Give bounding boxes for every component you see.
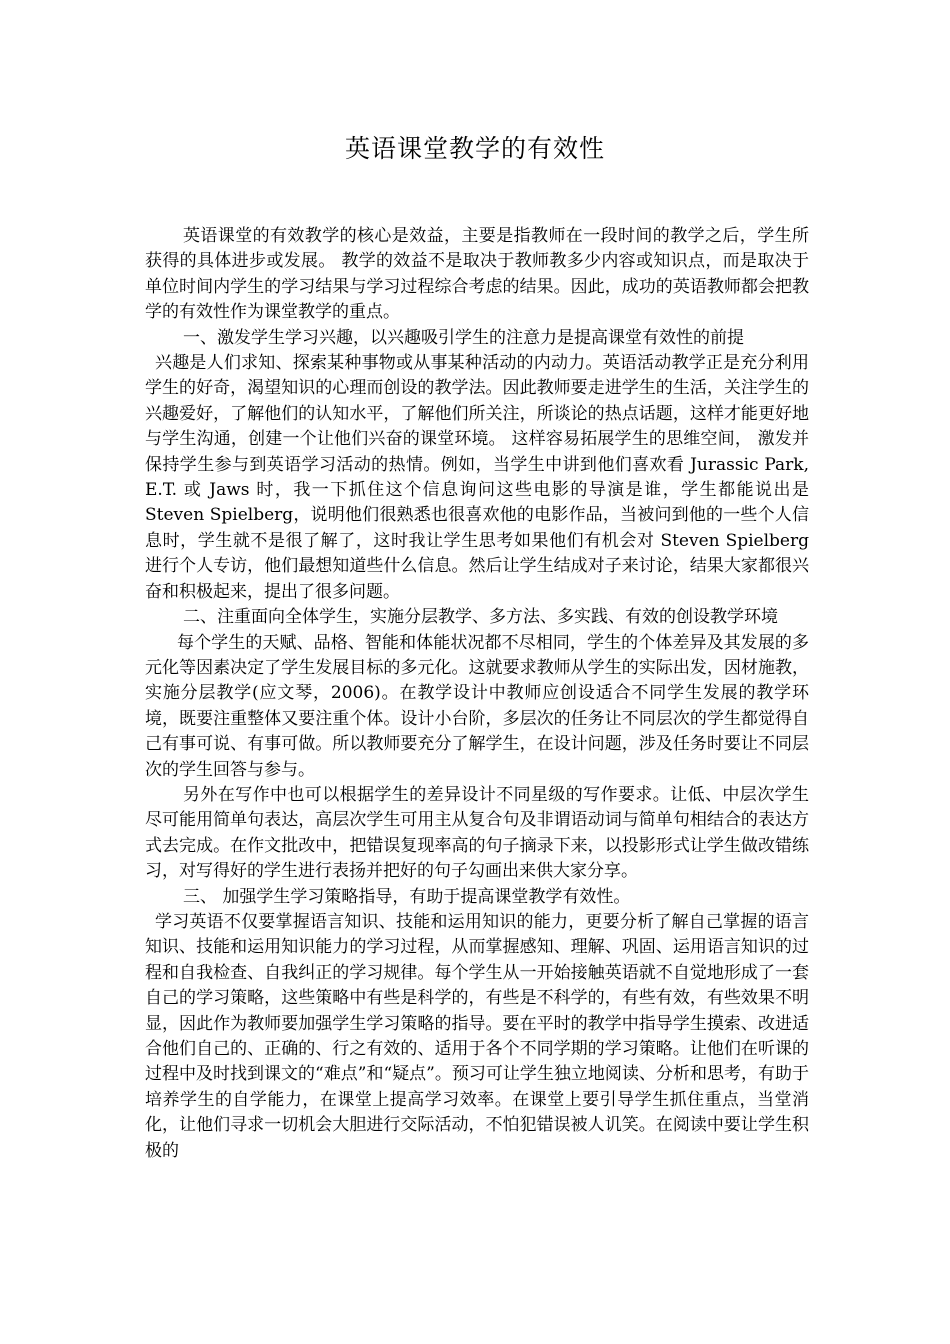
paragraph-strategies: 学习英语不仅要掌握语言知识、技能和运用知识的能力，更要分析了解自己掌握的语言知识、技能和运用知识能力的学习过程，从而掌握感知、理解、巩固、运用语言知识的过程和自我检查、自我纠正的学习规律。每个学生从一开始接触英语就不自觉地形成了一套自己的学习策略，这些策略中有些是科学的，有些是不科学的，有些有效，有些效果不明显，因此作为教师要加强学生学习策略的指导。要在平时的教学中指导学生摸索、改进适合他们自己的、正确的、行之有效的、适用于各个不同学期的学习策略。让他们在听课的过程中及时找到课文的“难点”和“疑点”。预习可让学生独立地阅读、分析和思考，有助于培养学生的自学能力，在课堂上提高学习效率。在课堂上要引导学生抓住重点，当堂消化，让他们寻求一切机会大胆进行交际活动，不怕犯错误被人讥笑。在阅读中要让学生积极的 <box>145 911 809 1161</box>
paragraph-writing: 另外在写作中也可以根据学生的差异设计不同星级的写作要求。让低、中层次学生尽可能用简单句表达，高层次学生可用主从复合句及非谓语动词与简单句相结合的表达方式去完成。在作文批改中，把错误复现率高的句子摘录下来，以投影形式让学生做改错练习，对写得好的学生进行表扬并把好的句子勾画出来供大家分享。 <box>145 784 809 882</box>
paragraph-intro: 英语课堂的有效教学的核心是效益，主要是指教师在一段时间的教学之后，学生所获得的具体进步或发展。 教学的效益不是取决于教师教多少内容或知识点，而是取决于单位时间内学生的学习结果与学习过程综合考虑的结果。因此，成功的英语教师都会把教学的有效性作为课堂教学的重点。 <box>145 226 809 323</box>
section-heading-1: 一、激发学生学习兴趣，以兴趣吸引学生的注意力是提高课堂有效性的前提 <box>183 327 744 348</box>
paragraph-differentiation: 每个学生的天赋、品格、智能和体能状况都不尽相同，学生的个体差异及其发展的多元化等因素决定了学生发展目标的多元化。这就要求教师从学生的实际出发，因材施教，实施分层教学(应文琴，2006)。在教学设计中教师应创设适合不同学生发展的教学环境，既要注重整体又要注重个体。设计小台阶，多层次的任务让不同层次的学生都觉得自己有事可说、有事可做。所以教师要充分了解学生，在设计问题，涉及任务时要让不同层次的学生回答与参与。 <box>145 632 809 780</box>
document-title: 英语课堂教学的有效性 <box>344 134 605 163</box>
paragraph-interest: 兴趣是人们求知、探索某种事物或从事某种活动的内动力。英语活动教学正是充分利用学生的好奇，渴望知识的心理而创设的教学法。因此教师要走进学生的生活，关注学生的兴趣爱好，了解他们的认知水平，了解他们所关注，所谈论的热点话题，这样才能更好地与学生沟通，创建一个让他们兴奋的课堂环境。 这样容易拓展学生的思维空间， 激发并保持学生参与到英语学习活动的热情。例如，当学生中讲到他们喜欢看 Jurassic Park, E.T. 或 Jaws 时，我一下抓住这个信息询问这些电影的导演是谁，学生都能说出是 Steven Spielberg，说明他们很熟悉也很喜欢他的电影作品，当被问到他的一些个人信息时，学生就不是很了解了，这时我让学生思考如果他们有机会对 Steven Spielberg 进行个人专访，他们最想知道些什么信息。然后让学生结成对子来讨论，结果大家都很兴奋和积极起来，提出了很多问题。 <box>145 353 809 602</box>
section-heading-2: 二、注重面向全体学生，实施分层教学、多方法、多实践、有效的创设教学环境 <box>183 607 778 628</box>
section-heading-3: 三、 加强学生学习策略指导，有助于提高课堂教学有效性。 <box>183 886 631 907</box>
document-body <box>145 224 809 1164</box>
